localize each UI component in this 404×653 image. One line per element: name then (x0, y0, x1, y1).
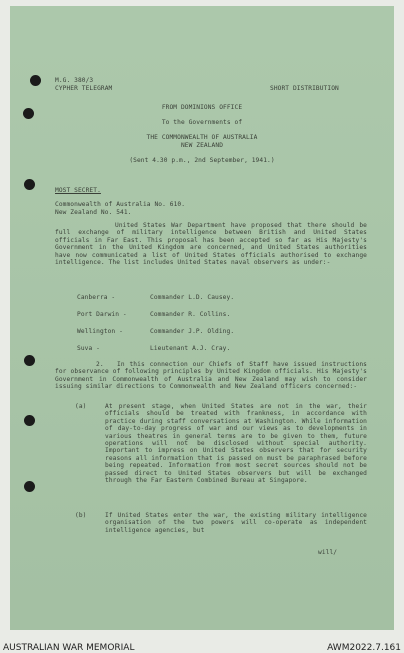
observer-name: Commander R. Collins. (150, 311, 231, 318)
observer-place: Wellington - (77, 328, 123, 335)
footer (0, 630, 404, 653)
to-commonwealth: THE COMMONWEALTH OF AUSTRALIA (146, 134, 258, 141)
paragraph-2: In this connection our Chiefs of Staff have issued instructions for observance of following principles by United Kingdom officials. His Majesty's Government in Commonwealth of Australia and New Zealand may wish to consider issuing similar directions to Commonwealth and New Zealand officers concerned:- (55, 361, 367, 391)
item-b-label: (b) (75, 512, 87, 519)
punch-hole (24, 415, 35, 426)
punch-hole (30, 75, 41, 86)
australia-number: Commonwealth of Australia No. 610. (55, 201, 186, 208)
observer-name: Commander J.P. Olding. (150, 328, 235, 335)
to-new-zealand: NEW ZEALAND (180, 142, 224, 149)
distribution-label: SHORT DISTRIBUTION (270, 85, 339, 92)
item-a-text: At present stage, when United States are not in the war, their officials should be treated with frankness, in accordance with practice during staff conversations at Washington. While information of day-to-day progress of war and our views as to developments in various theatres in general terms are to be given to them, future operations will not be disclosed without special authority. Important to impress on United States observers that for security reasons all information that is passed on must be paraphrased before being repeated. Information from most secret sources should not be passed direct to United States observers but will be exchanged through the Far Eastern Combined Bureau at Singapore. (105, 403, 367, 485)
item-b-text: If United States enter the war, the existing military intelligence organisation of the two powers will co-operate as independent intelligence agencies, but (105, 512, 367, 534)
punch-hole (24, 355, 35, 366)
observer-place: Suva - (77, 345, 100, 352)
document-ref: M.G. 380/3 (55, 77, 94, 84)
catchword: will/ (318, 549, 338, 556)
footer-source: AUSTRALIAN WAR MEMORIAL (3, 643, 135, 653)
from-line: FROM DOMINIONS OFFICE (161, 104, 243, 111)
punch-hole (24, 179, 35, 190)
item-a-label: (a) (75, 403, 87, 410)
footer-catalog-id: AWM2022.7.161 (327, 643, 401, 653)
observer-place: Canberra - (77, 294, 116, 301)
sent-line: (Sent 4.30 p.m., 2nd September, 1941.) (129, 157, 275, 164)
observer-name: Lieutenant A.J. Cray. (150, 345, 231, 352)
classification: MOST SECRET. (55, 187, 101, 194)
observer-place: Port Darwin - (77, 311, 127, 318)
paragraph-1: United States War Department have proposed that there should be full exchange of military intelligence between British and United States officials in Far East. This proposal has been accepted so far as His Majesty's Government in the United Kingdom are concerned, and United States authorities have now communicated a list of United States officials authorised to exchange intelligence. The list includes United States naval observers as under:- (55, 222, 367, 267)
observer-name: Commander L.D. Causey. (150, 294, 235, 301)
punch-hole (24, 481, 35, 492)
paragraph-2-number: 2. (96, 361, 104, 368)
nz-number: New Zealand No. 541. (55, 209, 132, 216)
to-line: To the Governments of (161, 119, 243, 126)
document-page (10, 6, 394, 630)
document-type: CYPHER TELEGRAM (55, 85, 113, 92)
